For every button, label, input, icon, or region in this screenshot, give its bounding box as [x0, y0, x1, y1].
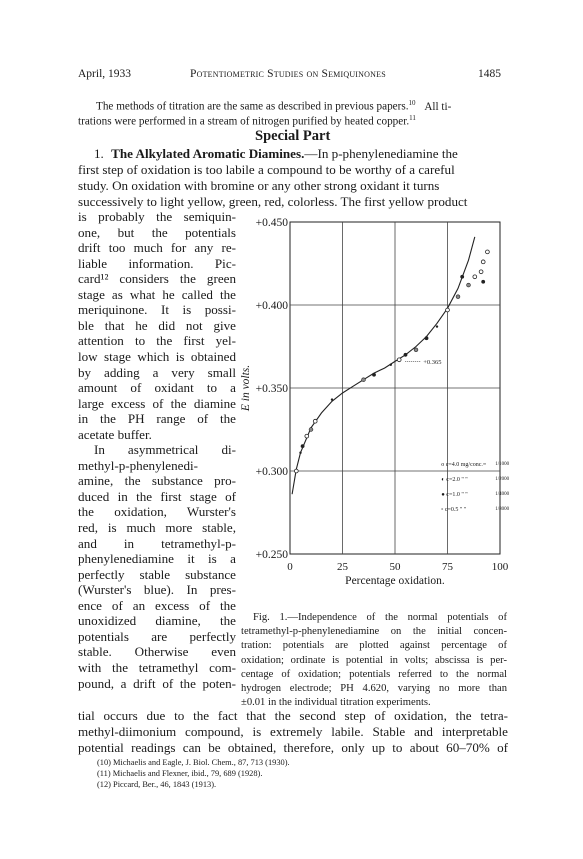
- left-column-line: the oxidation, Wurster's: [78, 504, 236, 520]
- para1-line-3: study. On oxidation with bromine or any other strong oxidant it turns: [78, 178, 440, 193]
- footnote: (11) Michaelis and Flexner, ibid., 79, 689 (1928).: [97, 769, 263, 778]
- annotation-label: +0.365: [423, 358, 442, 366]
- data-point-filled: [425, 336, 429, 340]
- ref-10: 10: [408, 99, 416, 107]
- left-column-line: amine, the substance pro-: [78, 473, 236, 489]
- left-column-line: unoxidized diamine, the: [78, 613, 236, 629]
- data-point-open: [313, 419, 317, 423]
- data-point-filled: [481, 280, 485, 284]
- left-column-line: (Wurster's blue). In pres-: [78, 582, 236, 598]
- left-column-line: in the PH range of the: [78, 411, 236, 427]
- left-column-line: potentials are perfectly: [78, 628, 236, 644]
- legend-fraction: 1/1000: [495, 462, 510, 468]
- y-tick-label: +0.450: [255, 217, 288, 229]
- left-column-line: card¹² considers the green: [78, 271, 236, 287]
- data-point-half: [362, 378, 366, 382]
- legend-entry: ◐ c=2.0 " ": [441, 477, 468, 484]
- data-point-filled: [372, 373, 376, 377]
- data-point-half: [456, 295, 460, 299]
- left-column-line: attention to the first yel-: [78, 333, 236, 349]
- left-column-line: methyl-p-phenylenedi-: [78, 457, 198, 473]
- caption-line: tetramethyl-p-phenylenediamine on the initial concen-: [241, 626, 507, 638]
- data-point-dot: [436, 325, 438, 327]
- para-number: 1.: [94, 146, 104, 161]
- data-point-dot: [390, 364, 392, 366]
- left-column-line: red, is much more stable,: [78, 520, 236, 535]
- caption-line: hydrogen electrode; PH 4.620, varying no more than: [241, 683, 507, 694]
- left-column-line: one, but the potentials: [78, 224, 236, 240]
- y-axis-label: E in volts.: [240, 364, 252, 412]
- data-point-dot: [299, 452, 301, 454]
- data-point-half: [309, 428, 313, 432]
- left-column-line: large excess of the diamine: [78, 395, 236, 411]
- y-tick-label: +0.350: [255, 383, 288, 395]
- left-column-line: acetate buffer.: [78, 426, 152, 442]
- legend-fraction: 1/8000: [495, 507, 510, 513]
- legend-fraction: 1/2000: [495, 477, 510, 483]
- para1-text-0: —In p-phenylenediamine the: [304, 146, 458, 161]
- page-number: 1485: [478, 68, 501, 80]
- y-tick-label: +0.300: [255, 466, 288, 478]
- intro-text-1: The methods of titration are the same as described in previous papers.: [96, 100, 409, 113]
- data-point-filled: [404, 353, 408, 357]
- data-point-dot: [331, 398, 333, 400]
- y-tick-label: +0.400: [255, 300, 288, 312]
- x-axis-label: Percentage oxidation.: [345, 575, 445, 587]
- bottom-line: tial occurs due to the fact that the second step of oxidation, the tetra-: [78, 708, 508, 723]
- left-column-line: drift too much for any re-: [78, 240, 236, 256]
- intro-text-2: trations were performed in a stream of nitrogen purified by heated copper.: [78, 115, 410, 128]
- left-column-line: pound, a drift of the poten-: [78, 675, 236, 691]
- x-tick-label: 0: [287, 561, 293, 573]
- footnote: (10) Michaelis and Eagle, J. Biol. Chem., 87, 713 (1930).: [97, 758, 290, 767]
- data-point-open: [305, 434, 309, 438]
- intro-tail: All ti-: [424, 100, 452, 113]
- legend-entry: ▫ c=0.5 " ": [441, 507, 467, 514]
- left-column-line: perfectly stable substance: [78, 566, 236, 582]
- para-title: The Alkylated Aromatic Diamines.: [111, 146, 305, 161]
- y-tick-label: +0.250: [255, 549, 288, 561]
- left-column-line: with the tetramethyl com-: [78, 659, 236, 675]
- para1-line-4: successively to light yellow, green, red, colorless. The first yellow product: [78, 194, 468, 209]
- left-column-line: is probably the semiquin-: [78, 209, 236, 224]
- ref-11: 11: [409, 114, 416, 122]
- bottom-line: potential readings can be obtained, therefore, only up to about 60–70% of: [78, 740, 508, 755]
- data-point-half: [414, 348, 418, 352]
- left-column-line: stage as what he called the: [78, 286, 236, 302]
- header-date: April, 1933: [78, 68, 132, 80]
- data-point-open: [473, 275, 477, 279]
- caption-line: tration: potentials are plotted against percentage of: [241, 640, 507, 652]
- data-point-filled: [301, 444, 305, 448]
- intro-line-2: [78, 111, 416, 129]
- left-column-line: and in tetramethyl-p-: [78, 535, 236, 551]
- caption-line: oxidation; ordinate is potential in volts; abscissa is per-: [241, 654, 507, 666]
- para1-line-2: first step of oxidation is too labile a compound to be worthy of a careful: [78, 162, 455, 177]
- bottom-line: methyl-diimonium compound, is extremely labile. Stable and interpretable: [78, 724, 508, 739]
- caption-line: ±0.01 in the individual titration experiments.: [241, 697, 431, 709]
- x-tick-label: 100: [491, 561, 509, 573]
- data-point-open: [294, 469, 298, 473]
- left-column-line: duced in the first stage of: [78, 488, 236, 504]
- caption-line: Fig. 1.—Independence of the normal potentials of: [253, 612, 507, 623]
- left-column-line: stable. Otherwise even: [78, 644, 236, 660]
- running-title: Potentiometric Studies on Semiquinones: [190, 68, 386, 80]
- footnote: (12) Piccard, Ber., 46, 1843 (1913).: [97, 780, 217, 789]
- legend-entry: o c=4.0 mg/conc.=: [441, 462, 487, 469]
- left-column-line: low stage which is obtained: [78, 348, 236, 364]
- section-heading: Special Part: [255, 128, 331, 144]
- left-column-line: ble that he did not give: [78, 317, 236, 333]
- left-column-line: meriquinone. It is possi-: [78, 302, 236, 318]
- x-tick-label: 75: [442, 561, 453, 573]
- data-point-open: [486, 250, 490, 254]
- legend-fraction: 1/4000: [495, 492, 510, 498]
- data-point-filled: [460, 275, 464, 279]
- x-tick-label: 25: [337, 561, 348, 573]
- left-column-line: liable information. Pic-: [78, 255, 236, 271]
- left-column-line: amount of oxidant to a: [78, 380, 236, 396]
- data-point-open: [397, 358, 401, 362]
- data-point-open: [481, 260, 485, 264]
- data-point-half: [467, 283, 471, 287]
- para1-line-1: [94, 146, 458, 162]
- data-point-open: [446, 308, 450, 312]
- data-point-open: [479, 270, 483, 274]
- left-column-line: by adding a very small: [78, 364, 236, 380]
- caption-line: centage of oxidation; potentials referred to the normal: [241, 668, 507, 680]
- x-tick-label: 50: [389, 561, 401, 573]
- left-column-line: In asymmetrical di-: [94, 442, 236, 458]
- left-column-line: phenylenediamine it is a: [78, 551, 236, 567]
- left-column-line: ence of an excess of the: [78, 597, 236, 613]
- potential-chart: [238, 212, 548, 597]
- legend-entry: ● c=1.0 " ": [441, 492, 468, 499]
